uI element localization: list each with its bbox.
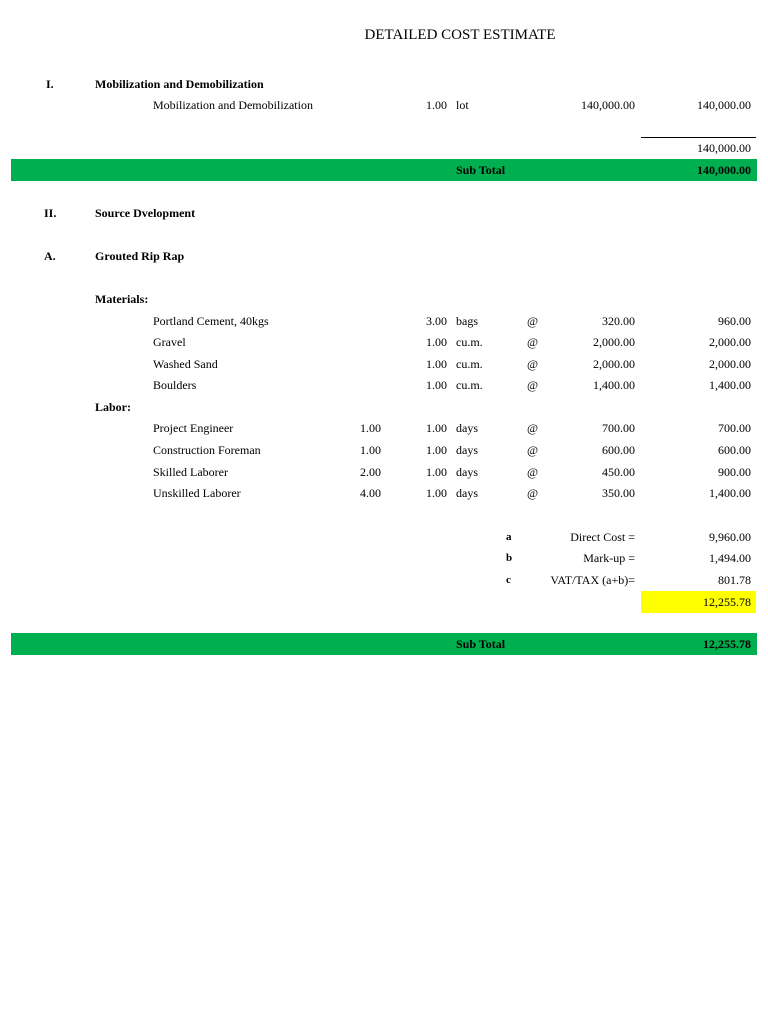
row-quantity: 1.00 [426,378,447,392]
summary-key: c [506,574,511,586]
row-amount: 600.00 [718,443,751,457]
summary-label: Direct Cost = [570,530,635,544]
row-description: Unskilled Laborer [153,486,241,500]
row-unit-price: 2,000.00 [593,357,635,371]
row-unit-price: 450.00 [602,465,635,479]
row-unit-price: 350.00 [602,486,635,500]
summary-value: 9,960.00 [709,530,751,544]
at-sign: @ [527,314,539,328]
row-unit-price: 2,000.00 [593,335,635,349]
row-unit: bags [456,314,478,328]
row-unit: cu.m. [456,378,483,392]
row-amount: 1,400.00 [709,378,751,392]
subtotal-value: 140,000.00 [697,163,751,177]
summary-value: 1,494.00 [709,551,751,565]
row-unit-price: 600.00 [602,443,635,457]
row-quantity: 1.00 [426,443,447,457]
summary-value: 801.78 [718,573,751,587]
row-unit: cu.m. [456,335,483,349]
materials-label: Materials: [95,292,149,306]
summary-label: Mark-up = [583,551,635,565]
row-amount: 2,000.00 [709,335,751,349]
row-quantity: 1.00 [426,357,447,371]
row-description: Washed Sand [153,357,218,371]
row-quantity: 1.00 [426,486,447,500]
item-unit-price: 140,000.00 [581,98,635,112]
row-description: Skilled Laborer [153,465,228,479]
section-number: II. [44,206,57,220]
row-count: 2.00 [360,465,381,479]
highlighted-total: 12,255.78 [703,595,751,609]
summary-key: a [506,531,512,543]
summary-key: b [506,552,513,564]
row-quantity: 1.00 [426,335,447,349]
row-description: Construction Foreman [153,443,261,457]
summary-label: VAT/TAX (a+b)= [550,573,635,587]
row-quantity: 1.00 [426,465,447,479]
item-unit: lot [456,98,469,112]
row-unit-price: 700.00 [602,421,635,435]
at-sign: @ [527,486,539,500]
at-sign: @ [527,335,539,349]
row-unit-price: 1,400.00 [593,378,635,392]
row-unit-price: 320.00 [602,314,635,328]
row-description: Portland Cement, 40kgs [153,314,269,328]
total-rule [641,137,756,138]
section-heading: Mobilization and Demobilization [95,77,264,91]
row-amount: 1,400.00 [709,486,751,500]
row-unit: days [456,421,478,435]
section-heading: Source Dvelopment [95,206,196,220]
row-quantity: 3.00 [426,314,447,328]
row-description: Gravel [153,335,186,349]
at-sign: @ [527,378,539,392]
row-count: 1.00 [360,421,381,435]
labor-label: Labor: [95,400,131,414]
row-unit: days [456,443,478,457]
at-sign: @ [527,465,539,479]
at-sign: @ [527,357,539,371]
item-quantity: 1.00 [426,98,447,112]
row-amount: 700.00 [718,421,751,435]
row-amount: 960.00 [718,314,751,328]
subtotal-value: 12,255.78 [703,637,751,651]
at-sign: @ [527,443,539,457]
row-unit: days [456,465,478,479]
page-title: DETAILED COST ESTIMATE [364,27,556,43]
row-count: 4.00 [360,486,381,500]
subtotal-bar [11,159,757,181]
section-number: I. [46,77,54,91]
row-amount: 2,000.00 [709,357,751,371]
row-unit: cu.m. [456,357,483,371]
subsection-number: A. [44,249,56,263]
subtotal-label: Sub Total [456,637,506,651]
row-quantity: 1.00 [426,421,447,435]
row-description: Boulders [153,378,197,392]
item-description: Mobilization and Demobilization [153,98,313,112]
row-unit: days [456,486,478,500]
section-total: 140,000.00 [697,141,751,155]
item-amount: 140,000.00 [697,98,751,112]
subtotal-bar [11,633,757,655]
subtotal-label: Sub Total [456,163,506,177]
subsection-heading: Grouted Rip Rap [95,249,185,263]
row-count: 1.00 [360,443,381,457]
row-description: Project Engineer [153,421,234,435]
at-sign: @ [527,421,539,435]
row-amount: 900.00 [718,465,751,479]
